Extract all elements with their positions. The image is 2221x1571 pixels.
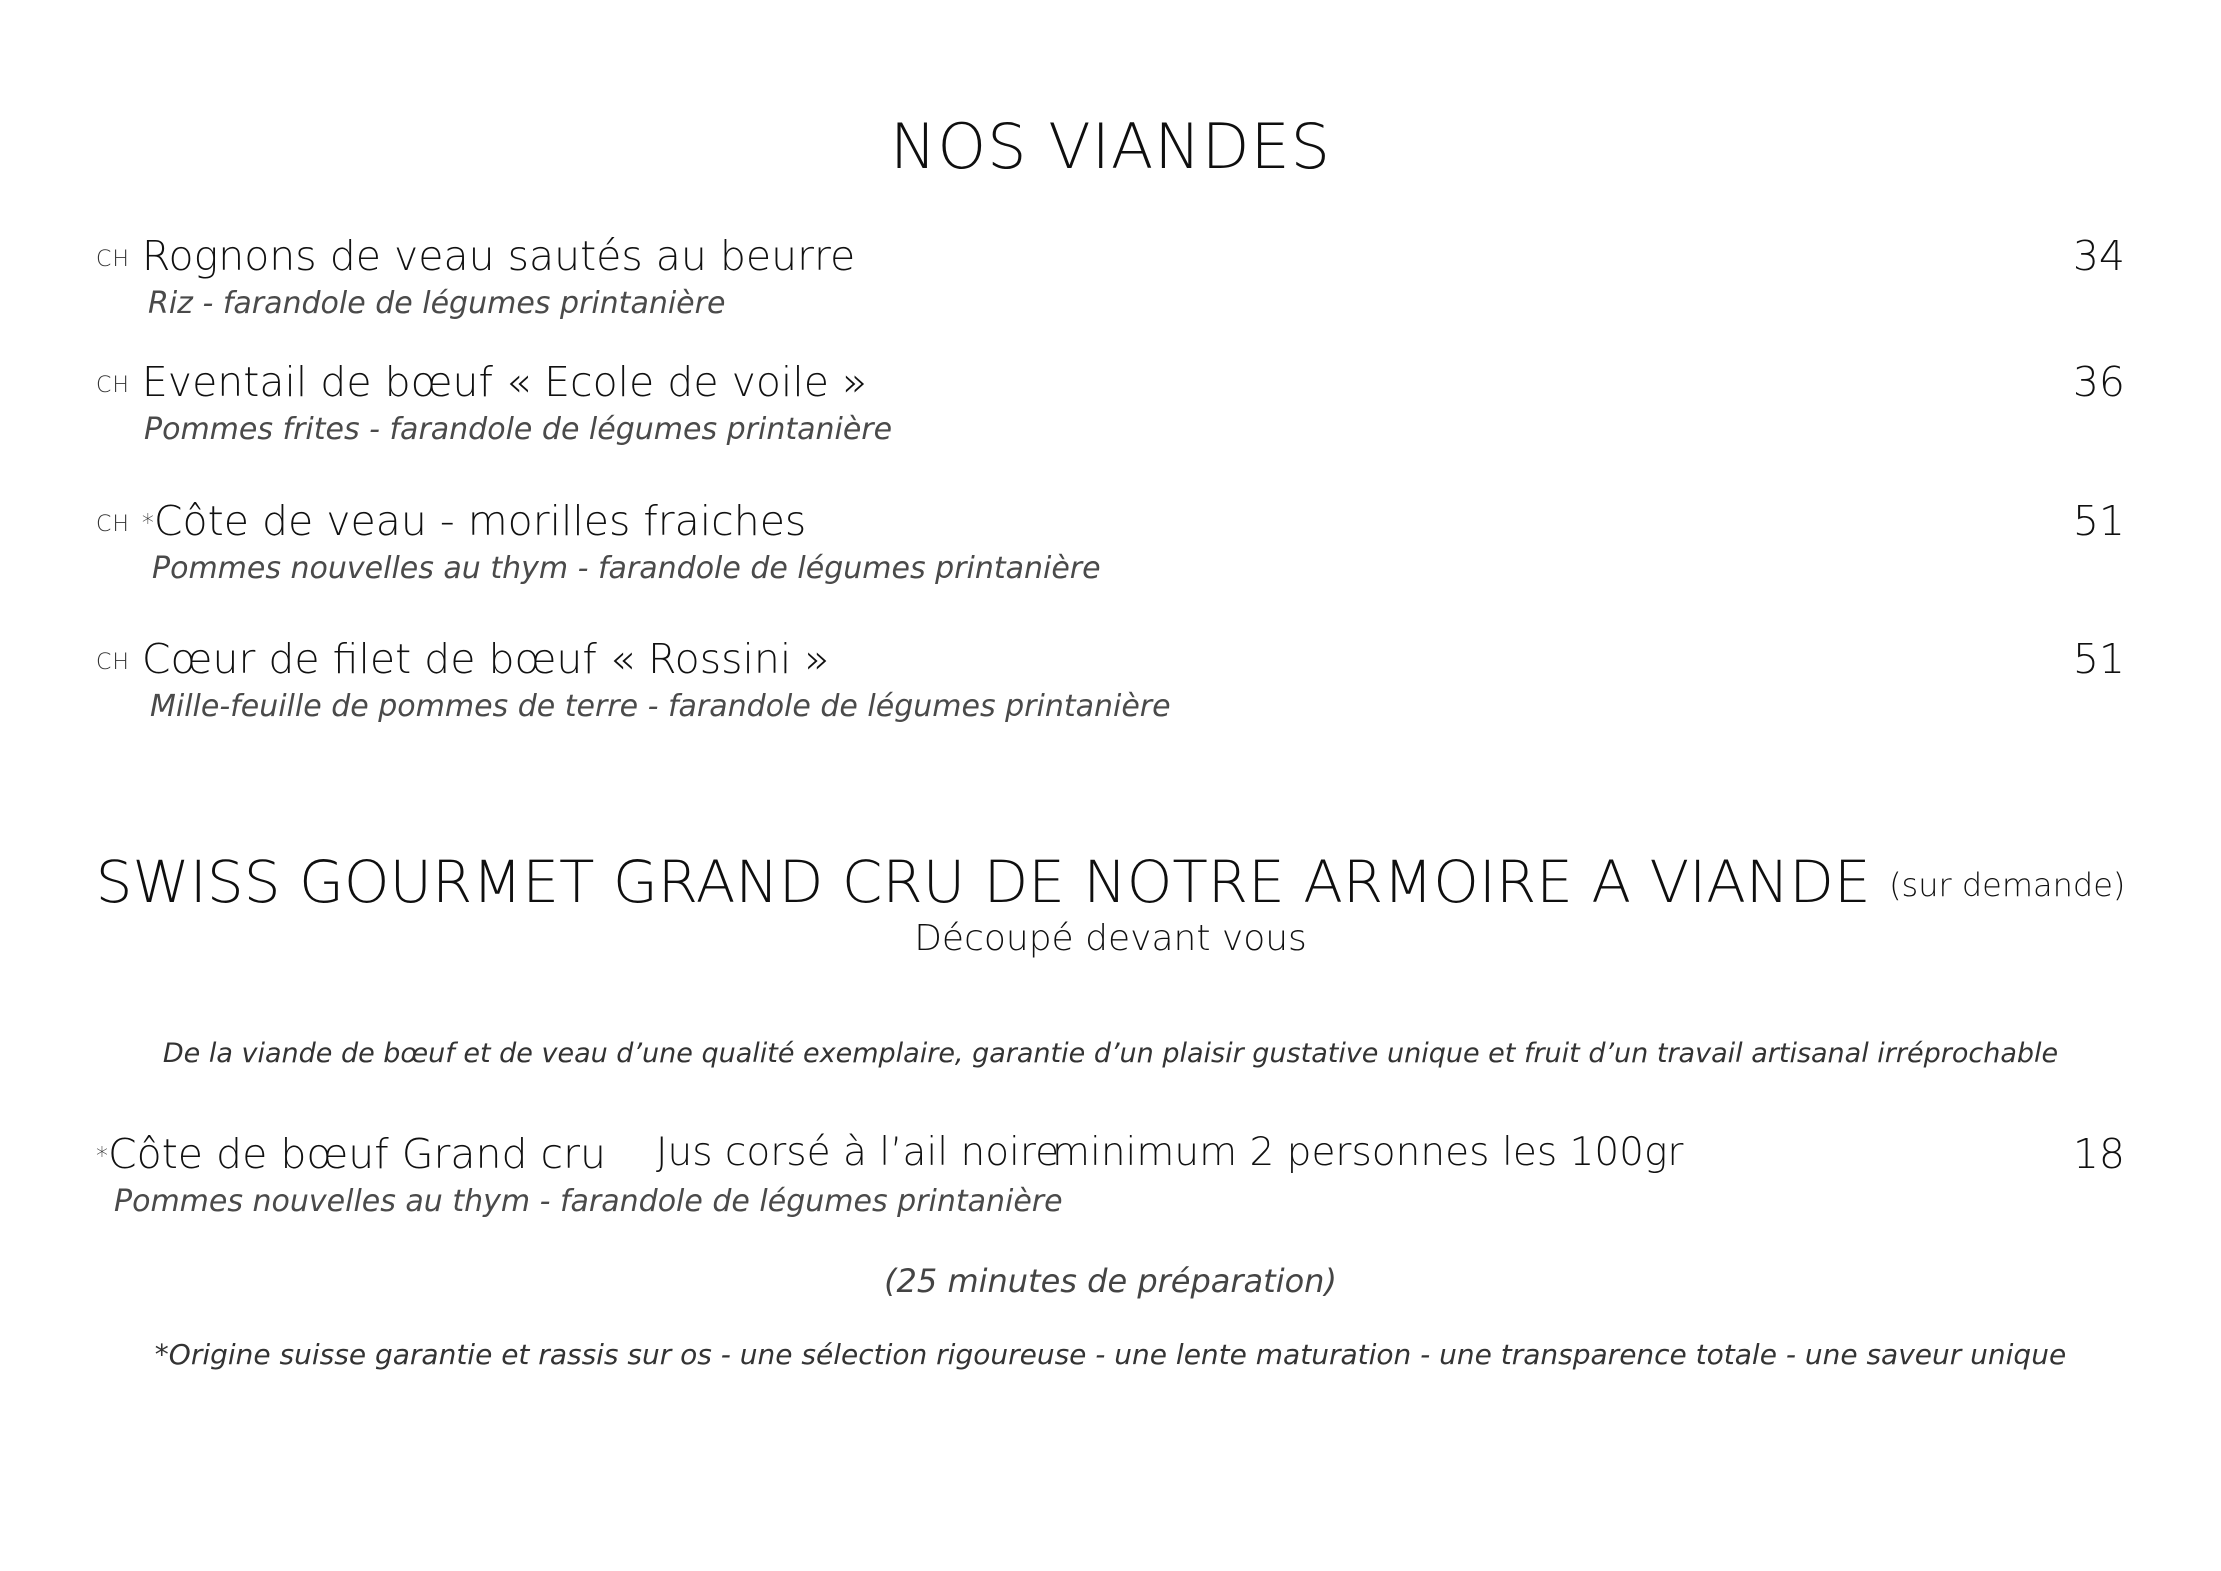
menu-item-description: Pommes frites - farandole de légumes printanière bbox=[144, 412, 893, 447]
dish-name: Côte de bœuf Grand cru bbox=[108, 1130, 606, 1178]
section-title-grand-cru bbox=[0, 848, 2221, 916]
dish-name: Eventail de bœuf « Ecole de voile » bbox=[141, 358, 868, 406]
dish-minimum: minimum 2 personnes bbox=[1052, 1130, 1490, 1175]
section-title-note: (sur demande) bbox=[1889, 866, 2126, 904]
dish-name: Rognons de veau sautés au beurre bbox=[141, 232, 856, 280]
origin-prefix: CH bbox=[96, 373, 130, 398]
section-title-nos-viandes: NOS VIANDES bbox=[889, 110, 1331, 183]
dish-name: Cœur de filet de bœuf « Rossini » bbox=[141, 635, 830, 683]
dish-sauce: Jus corsé à l’ail noire bbox=[656, 1130, 1060, 1175]
dish-name: Côte de veau - morilles fraiches bbox=[153, 497, 807, 545]
menu-item-name bbox=[96, 358, 867, 406]
menu-item-price: 18 bbox=[2072, 1130, 2125, 1178]
menu-item-name bbox=[96, 635, 829, 683]
menu-item-name bbox=[96, 232, 855, 280]
menu-item-price: 51 bbox=[2072, 635, 2125, 683]
origin-star: * bbox=[96, 1142, 108, 1170]
origin-star: * bbox=[141, 509, 154, 537]
section-intro: De la viande de bœuf et de veau d’une qualité exemplaire, garantie d’un plaisir gustative unique et fruit d’un travail artisanal irréprochable bbox=[162, 1038, 2059, 1069]
menu-item-description: Riz - farandole de légumes printanière bbox=[148, 286, 726, 321]
preparation-time: (25 minutes de préparation) bbox=[884, 1262, 1337, 1300]
origin-prefix: CH bbox=[96, 512, 130, 537]
menu-item-price: 51 bbox=[2072, 497, 2125, 545]
origin-prefix: CH bbox=[96, 650, 130, 675]
section-title-text: SWISS GOURMET GRAND CRU DE NOTRE ARMOIRE A VIANDE bbox=[95, 848, 1871, 916]
menu-item-description: Pommes nouvelles au thym - farandole de légumes printanière bbox=[114, 1184, 1063, 1219]
menu-item-name bbox=[96, 497, 806, 545]
dish-unit: les 100gr bbox=[1502, 1130, 1684, 1175]
menu-item-description: Mille-feuille de pommes de terre - farandole de légumes printanière bbox=[150, 689, 1171, 724]
menu-item-price: 36 bbox=[2072, 358, 2125, 406]
origin-prefix: CH bbox=[96, 247, 130, 272]
menu-item-name bbox=[96, 1130, 606, 1178]
menu-item-description: Pommes nouvelles au thym - farandole de légumes printanière bbox=[152, 551, 1101, 586]
section-subtitle: Découpé devant vous bbox=[914, 918, 1307, 959]
menu-item-price: 34 bbox=[2072, 232, 2125, 280]
origin-footnote: *Origine suisse garantie et rassis sur os - une sélection rigoureuse - une lente maturation - une transparence totale - une saveur unique bbox=[154, 1338, 2067, 1371]
